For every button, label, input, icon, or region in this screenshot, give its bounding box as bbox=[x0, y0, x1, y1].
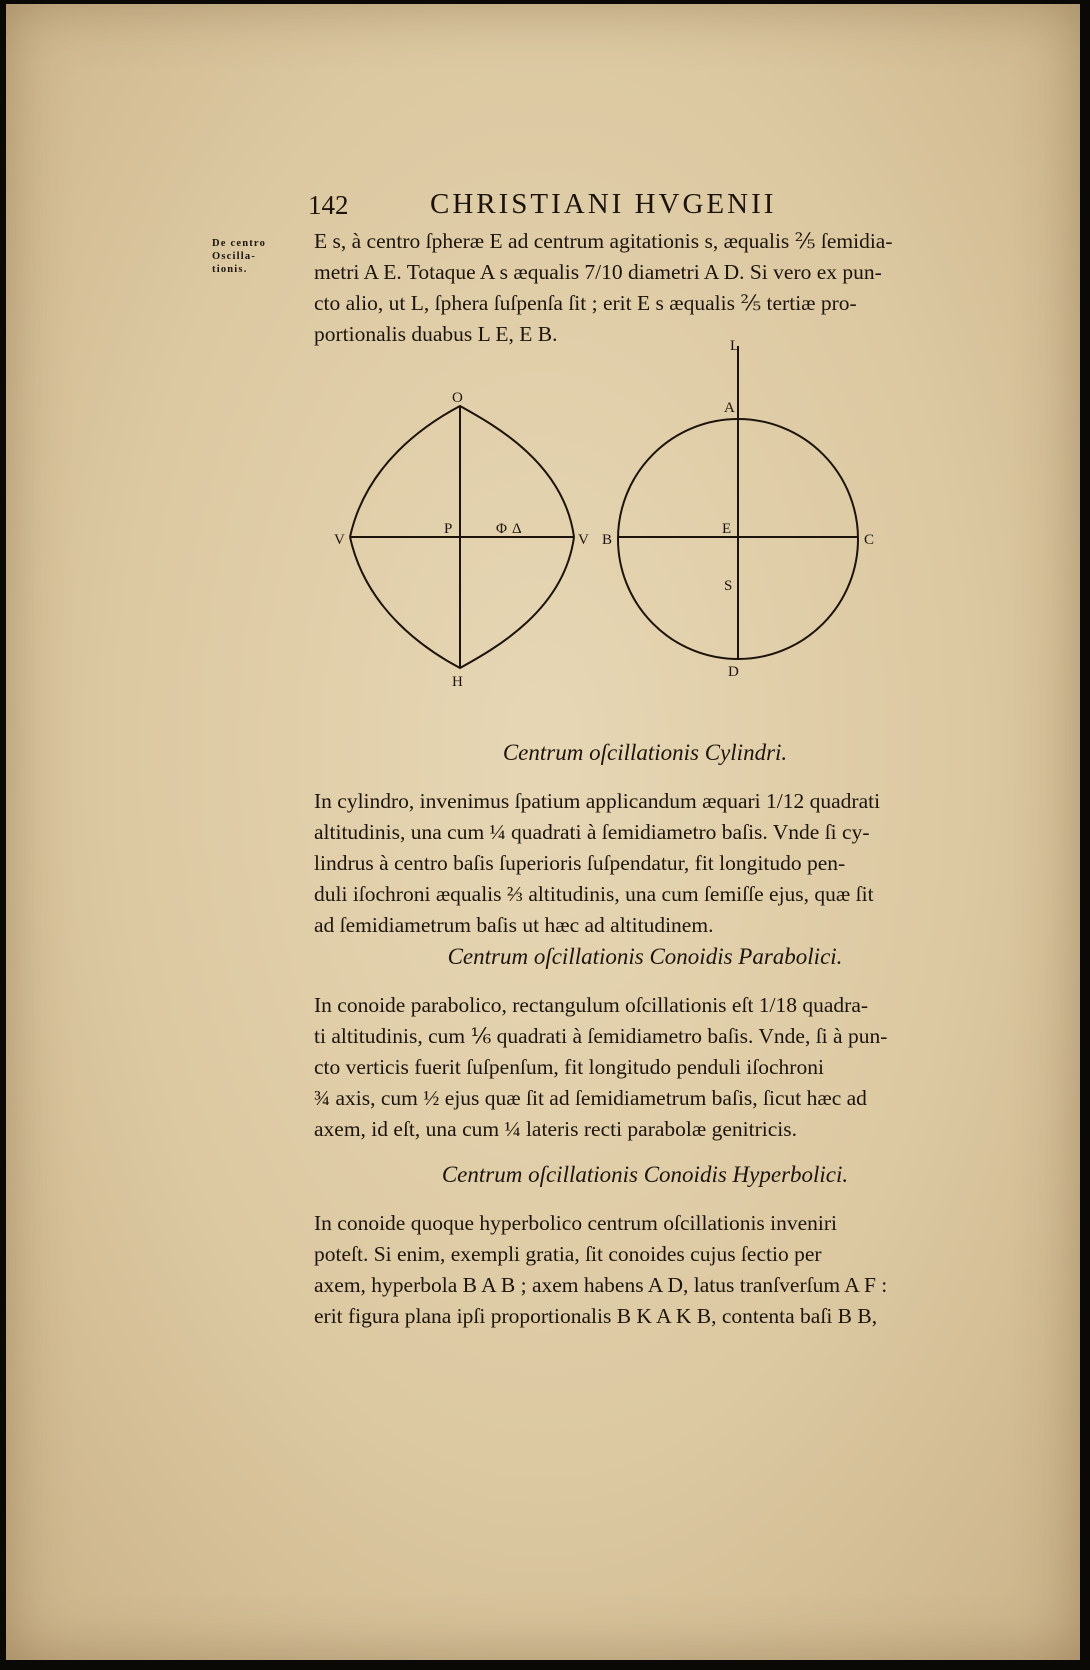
label-delta: Δ bbox=[512, 521, 522, 537]
right-figure bbox=[618, 346, 858, 659]
text-line: duli iſochroni æqualis ⅔ altitudinis, una cum ſemiſſe ejus, quæ ſit bbox=[314, 882, 874, 906]
section-title-hyperbolic: Centrum oſcillationis Conoidis Hyperbolici. bbox=[441, 1162, 849, 1187]
text-line: cto alio, ut L, ſphera ſuſpenſa ſit ; erit E s æqualis ⅖ tertiæ pro- bbox=[314, 291, 857, 315]
margin-note-line: tionis. bbox=[212, 264, 248, 275]
label-v-left: V bbox=[334, 532, 345, 548]
text-line: In conoide quoque hyperbolico centrum oſcillationis inveniri bbox=[314, 1211, 838, 1235]
text-line: In cylindro, invenimus ſpatium applicandum æquari 1/12 quadrati bbox=[314, 789, 881, 813]
text-line: E s, à centro ſpheræ E ad centrum agitationis s, æqualis ⅖ ſemidia- bbox=[314, 229, 893, 253]
section-title-cylinder: Centrum oſcillationis Cylindri. bbox=[502, 740, 788, 765]
label-d: D bbox=[728, 664, 739, 680]
book-page bbox=[6, 4, 1080, 1660]
text-line: ad ſemidiametrum baſis ut hæc ad altitudinem. bbox=[314, 913, 714, 937]
label-p: P bbox=[444, 521, 453, 537]
text-line: erit figura plana ipſi proportionalis B K A K B, contenta baſi B B, bbox=[314, 1304, 878, 1328]
label-v-right: V bbox=[578, 532, 589, 548]
text-line: ti altitudinis, cum ⅙ quadrati à ſemidiametro baſis. Vnde, ſi à pun- bbox=[314, 1024, 888, 1048]
label-e: E bbox=[722, 521, 732, 537]
text-line: ¾ axis, cum ½ ejus quæ ſit ad ſemidiametrum baſis, ſicut hæc ad bbox=[314, 1086, 867, 1110]
paragraph-sphere bbox=[314, 226, 976, 350]
label-b: B bbox=[602, 532, 613, 548]
left-lower-curve bbox=[350, 537, 574, 668]
left-upper-curve bbox=[350, 406, 574, 537]
text-line: altitudinis, una cum ¼ quadrati à ſemidiametro baſis. Vnde ſi cy- bbox=[314, 820, 870, 844]
page-header bbox=[6, 190, 1080, 226]
margin-note-line: De centro bbox=[212, 238, 267, 249]
margin-note bbox=[212, 237, 298, 276]
text-line: In conoide parabolico, rectangulum oſcillationis eſt 1/18 quadra- bbox=[314, 993, 869, 1017]
geometric-figure bbox=[334, 338, 946, 734]
text-line: portionalis duabus L E, E B. bbox=[314, 322, 558, 346]
text-line: cto verticis fuerit ſuſpenſum, fit longitudo penduli iſochroni bbox=[314, 1055, 824, 1079]
text-line: lindrus à centro baſis ſuperioris ſuſpendatur, fit longitudo pen- bbox=[314, 851, 846, 875]
text-line: axem, hyperbola B A B ; axem habens A D, latus tranſverſum A F : bbox=[314, 1273, 888, 1297]
paragraph-hyperbolic bbox=[314, 1208, 976, 1332]
label-s: S bbox=[724, 578, 733, 594]
label-h: H bbox=[452, 674, 463, 690]
label-phi: Φ bbox=[496, 521, 507, 537]
page-number: 142 bbox=[308, 190, 349, 220]
left-figure bbox=[350, 406, 574, 668]
paragraph-cylinder bbox=[314, 786, 976, 941]
section-title-parabolic: Centrum oſcillationis Conoidis Parabolici. bbox=[447, 944, 843, 969]
label-a: A bbox=[724, 400, 735, 416]
text-line: metri A E. Totaque A s æqualis 7/10 diametri A D. Si vero ex pun- bbox=[314, 260, 882, 284]
running-head: CHRISTIANI HVGENII bbox=[430, 188, 777, 220]
margin-note-line: Oscilla- bbox=[212, 251, 257, 262]
text-line: axem, id eſt, una cum ¼ lateris recti parabolæ genitricis. bbox=[314, 1117, 797, 1141]
label-c: C bbox=[864, 532, 875, 548]
paragraph-parabolic bbox=[314, 990, 976, 1145]
label-l: L bbox=[730, 338, 740, 354]
label-o: O bbox=[452, 390, 463, 406]
text-line: poteſt. Si enim, exempli gratia, ſit conoides cujus ſectio per bbox=[314, 1242, 822, 1266]
